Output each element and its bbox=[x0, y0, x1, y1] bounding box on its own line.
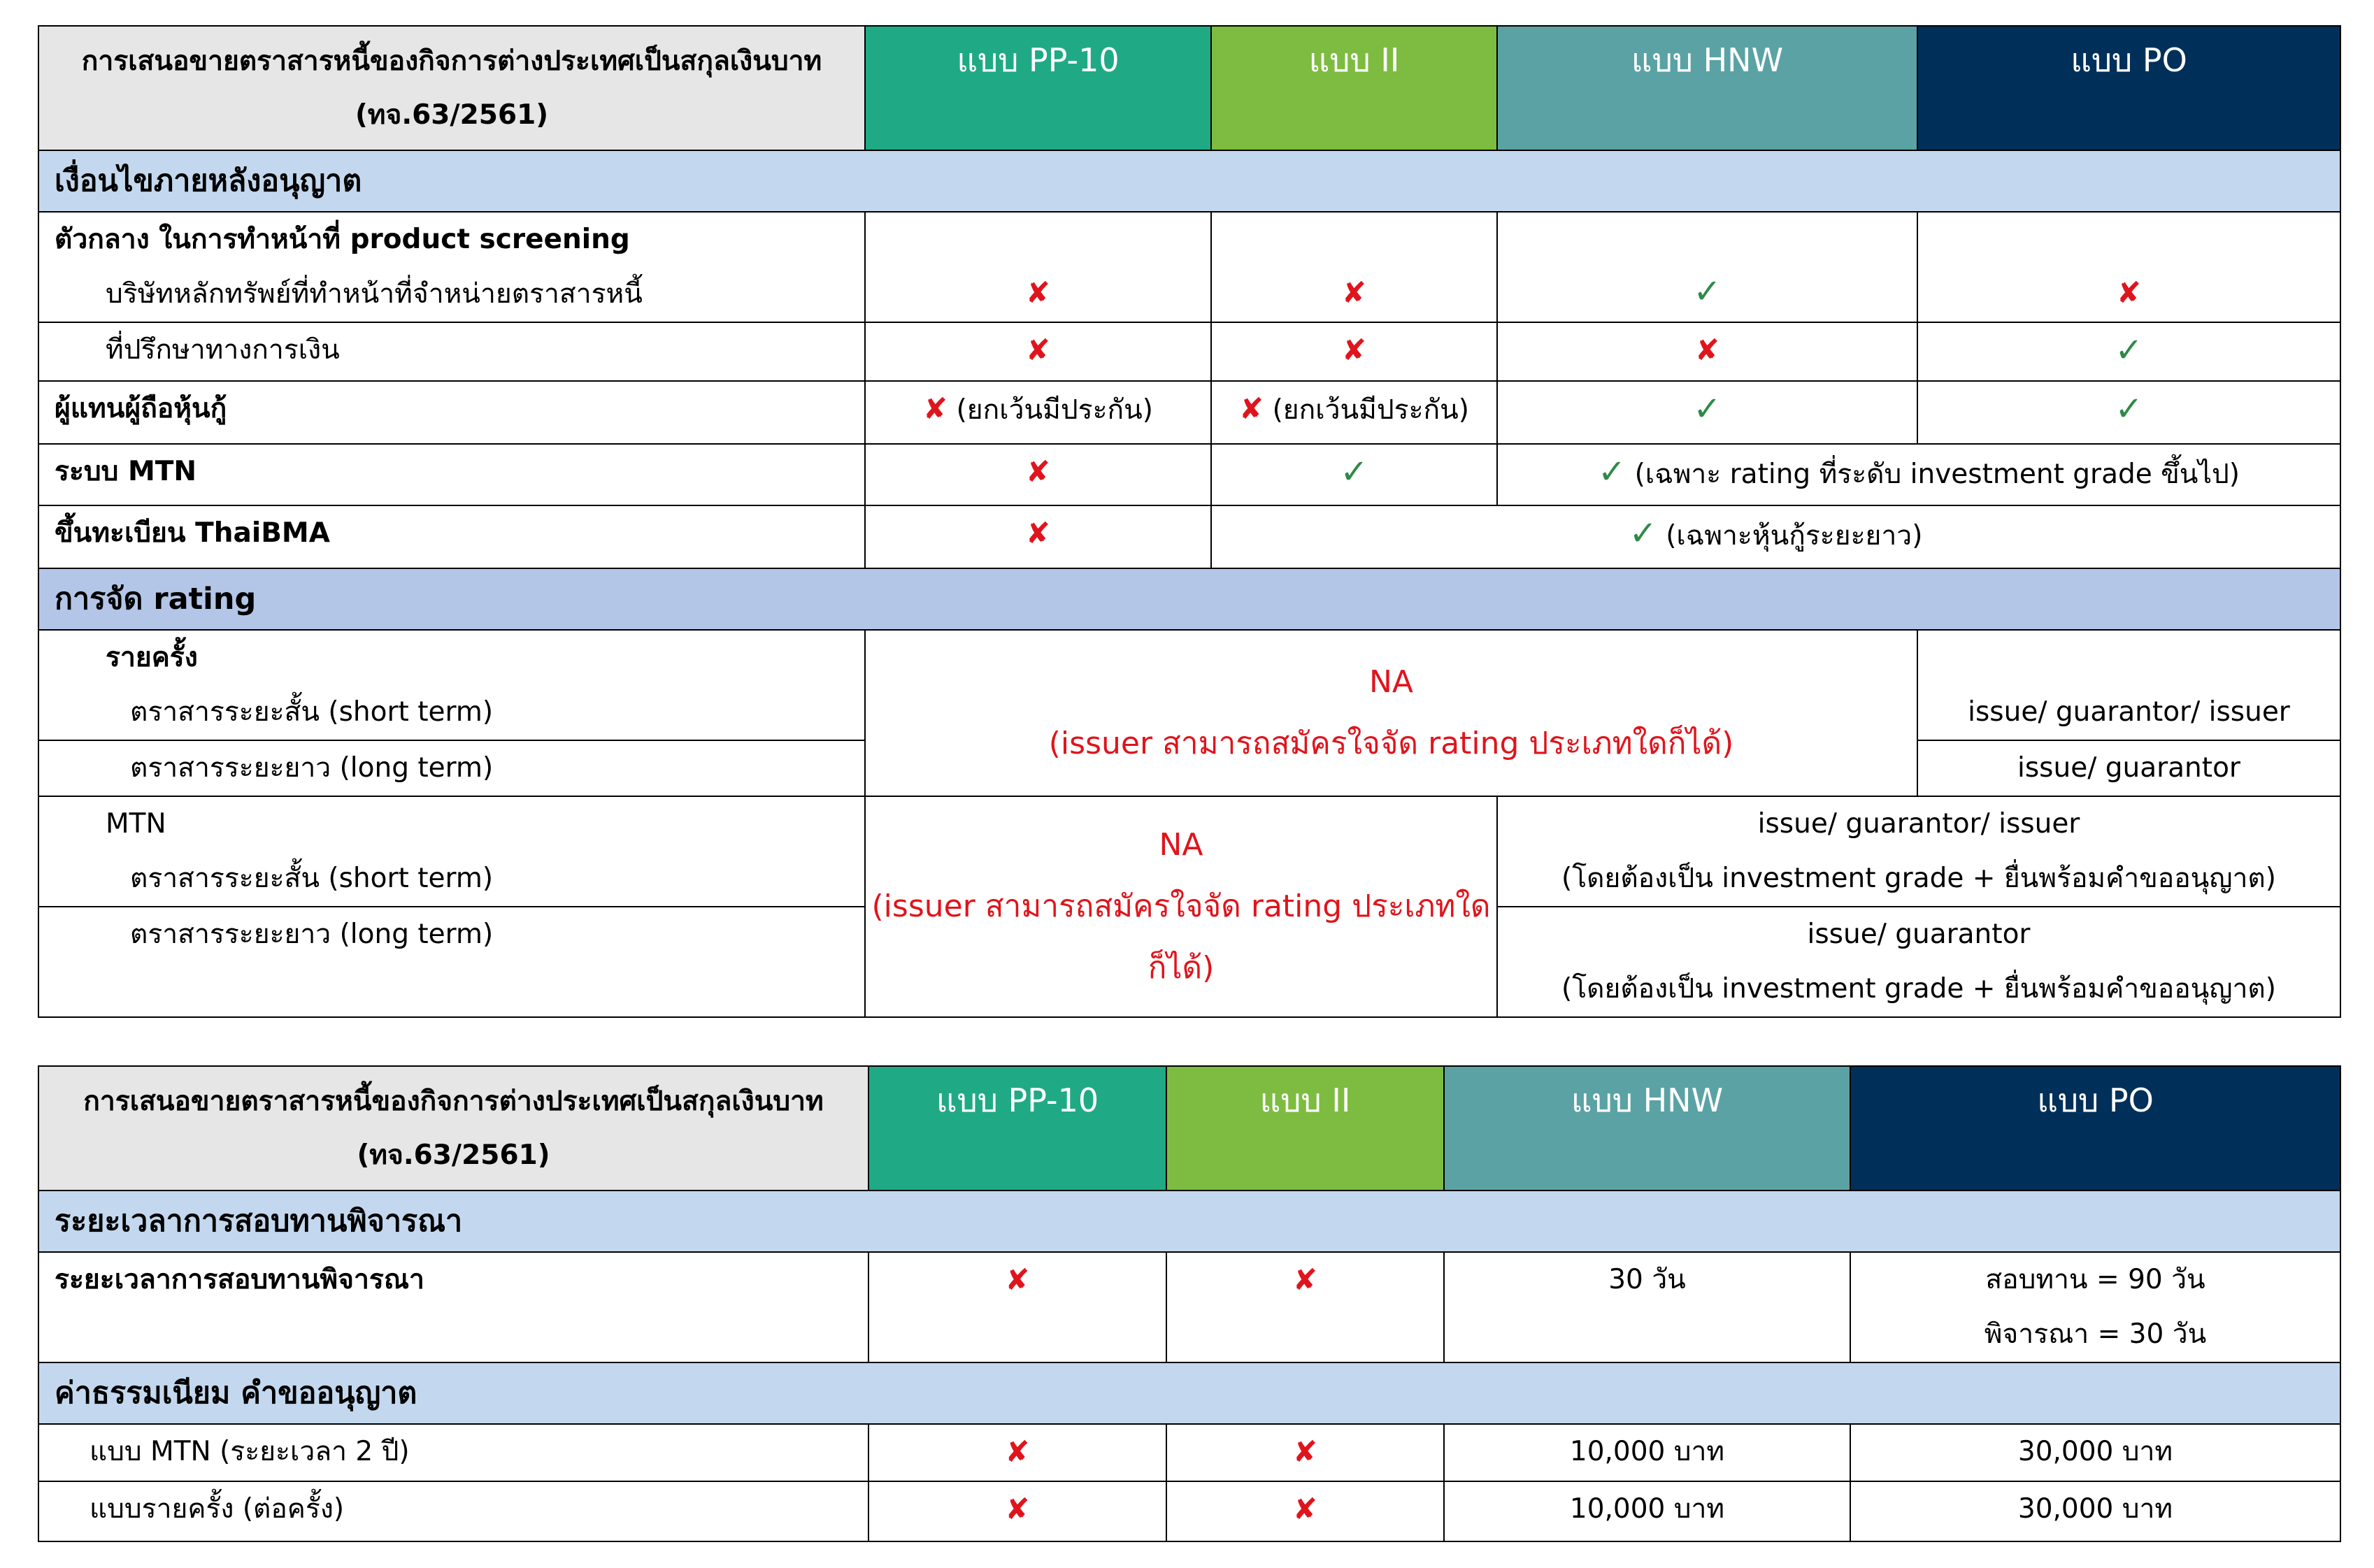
cross-icon: ✘ bbox=[1005, 1492, 1030, 1526]
cross-icon: ✘ bbox=[1005, 1263, 1030, 1297]
po-per-issue-short: issue/ guarantor/ issuer bbox=[1917, 630, 2340, 740]
row-mtn-system-label: ระบบ MTN bbox=[38, 444, 865, 505]
except-secured-note: (ยกเว้นมีประกัน) bbox=[1272, 394, 1470, 426]
row-securities-company-label: ตัวกลาง ในการทำหน้าที่ product screening บริษัทหลักทรัพย์ที่ทำหน้าที่จำหน่ายตราสารหนี้ bbox=[38, 212, 865, 322]
column-header-hnw: แบบ HNW bbox=[1497, 26, 1917, 150]
row-fee-mtn-label: แบบ MTN (ระยะเวลา 2 ปี) bbox=[38, 1424, 868, 1481]
row-fee-per-issue-label: แบบรายครั้ง (ต่อครั้ง) bbox=[38, 1481, 868, 1541]
column-header-po: แบบ PO bbox=[1850, 1066, 2340, 1191]
table-title: การเสนอขายตราสารหนี้ของกิจการต่างประเทศเป็นสกุลเงินบาท (ทจ.63/2561) bbox=[38, 26, 865, 150]
cross-icon: ✘ bbox=[922, 391, 948, 426]
cross-icon: ✘ bbox=[1694, 333, 1720, 367]
column-header-po: แบบ PO bbox=[1917, 26, 2340, 150]
hnw-fee-per-issue: 10,000 บาท bbox=[1444, 1481, 1850, 1541]
section-application-fee: ค่าธรรมเนียม คำขออนุญาต bbox=[38, 1362, 2340, 1424]
column-header-pp10: แบบ PP-10 bbox=[868, 1066, 1166, 1191]
hnw-fee-mtn: 10,000 บาท bbox=[1444, 1424, 1850, 1481]
column-header-ii: แบบ II bbox=[1211, 26, 1497, 150]
check-icon: ✓ bbox=[2115, 331, 2143, 370]
hnw-po-mtn-long: issue/ guarantor (โดยต้องเป็น investment grade + ยื่นพร้อมคำขออนุญาต) bbox=[1497, 907, 2340, 1017]
row-thaibma-label: ขึ้นทะเบียน ThaiBMA bbox=[38, 505, 865, 568]
rating-na-per-issue: NA (issuer สามารถสมัครใจจัด rating ประเภทใดก็ได้) bbox=[865, 630, 1917, 796]
row-per-issue-short-label: รายครั้ง ตราสารระยะสั้น (short term) bbox=[38, 630, 865, 740]
check-icon: ✓ bbox=[1340, 452, 1368, 491]
cross-icon: ✘ bbox=[1292, 1434, 1318, 1469]
cross-icon: ✘ bbox=[1025, 454, 1051, 489]
thaibma-note: (เฉพาะหุ้นกู้ระยะยาว) bbox=[1666, 520, 1923, 552]
review-and-fees-table bbox=[38, 1065, 2341, 1542]
section-review-period: ระยะเวลาการสอบทานพิจารณา bbox=[38, 1191, 2340, 1252]
check-icon: ✓ bbox=[1597, 452, 1626, 491]
hnw-review-period: 30 วัน bbox=[1444, 1252, 1850, 1362]
table-title: การเสนอขายตราสารหนี้ของกิจการต่างประเทศเป็นสกุลเงินบาท (ทจ.63/2561) bbox=[38, 1066, 868, 1191]
column-header-hnw: แบบ HNW bbox=[1444, 1066, 1850, 1191]
row-per-issue-long-label: ตราสารระยะยาว (long term) bbox=[38, 740, 865, 796]
cross-icon: ✘ bbox=[1341, 275, 1367, 310]
check-icon: ✓ bbox=[1629, 514, 1657, 553]
check-icon: ✓ bbox=[1693, 272, 1722, 311]
po-review-period: สอบทาน = 90 วัน พิจารณา = 30 วัน bbox=[1850, 1252, 2340, 1362]
row-financial-advisor-label: ที่ปรึกษาทางการเงิน bbox=[38, 322, 865, 381]
po-per-issue-long: issue/ guarantor bbox=[1917, 740, 2340, 796]
cross-icon: ✘ bbox=[1025, 275, 1051, 310]
mtn-investment-grade-note: (เฉพาะ rating ที่ระดับ investment grade ขึ้นไป) bbox=[1634, 459, 2240, 490]
column-header-ii: แบบ II bbox=[1166, 1066, 1444, 1191]
column-header-pp10: แบบ PP-10 bbox=[865, 26, 1211, 150]
rating-na-mtn: NA (issuer สามารถสมัครใจจัด rating ประเภทใดก็ได้) bbox=[865, 796, 1497, 1017]
row-review-period-label: ระยะเวลาการสอบทานพิจารณา bbox=[38, 1252, 868, 1362]
cross-icon: ✘ bbox=[2116, 275, 2142, 310]
cross-icon: ✘ bbox=[1025, 516, 1051, 550]
cross-icon: ✘ bbox=[1341, 333, 1367, 367]
cross-icon: ✘ bbox=[1025, 333, 1051, 367]
cross-icon: ✘ bbox=[1292, 1263, 1318, 1297]
cross-icon: ✘ bbox=[1238, 391, 1264, 426]
check-icon: ✓ bbox=[2115, 389, 2143, 429]
po-fee-mtn: 30,000 บาท bbox=[1850, 1424, 2340, 1481]
check-icon: ✓ bbox=[1693, 389, 1722, 429]
row-mtn-short-label: MTN ตราสารระยะสั้น (short term) bbox=[38, 796, 865, 907]
cross-icon: ✘ bbox=[1005, 1434, 1030, 1469]
cross-icon: ✘ bbox=[1292, 1492, 1318, 1526]
section-post-approval: เงื่อนไขภายหลังอนุญาต bbox=[38, 150, 2340, 212]
po-fee-per-issue: 30,000 บาท bbox=[1850, 1481, 2340, 1541]
section-rating: การจัด rating bbox=[38, 568, 2340, 630]
row-bondholder-rep-label: ผู้แทนผู้ถือหุ้นกู้ bbox=[38, 381, 865, 444]
except-secured-note: (ยกเว้นมีประกัน) bbox=[956, 394, 1154, 426]
hnw-po-mtn-short: issue/ guarantor/ issuer (โดยต้องเป็น investment grade + ยื่นพร้อมคำขออนุญาต) bbox=[1497, 796, 2340, 907]
post-approval-conditions-table bbox=[38, 25, 2341, 1018]
row-mtn-long-label: ตราสารระยะยาว (long term) bbox=[38, 907, 865, 1017]
